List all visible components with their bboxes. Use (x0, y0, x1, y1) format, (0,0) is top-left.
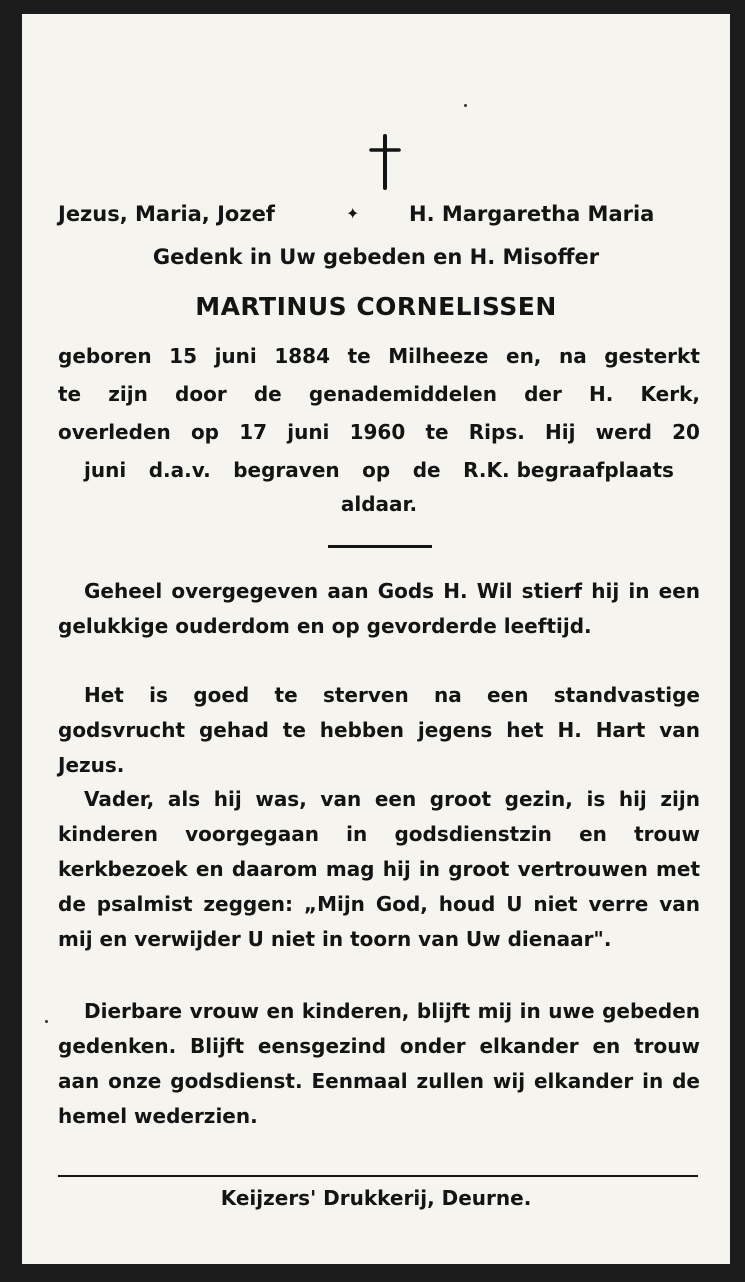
bio-word: Kerk, (640, 382, 700, 406)
bio-word: aldaar. (340, 492, 418, 516)
deceased-name: MARTINUS CORNELISSEN (195, 292, 557, 321)
bio-line (58, 490, 700, 518)
bio-word: begraven (233, 458, 340, 482)
bio-word: juni (84, 458, 127, 482)
bio-word: juni (214, 344, 257, 368)
star-bullet-icon: ✦ (346, 204, 360, 223)
bio-word: werd (595, 420, 652, 444)
bio-word: d.a.v. (148, 458, 211, 482)
prayer-request: Gedenk in Uw gebeden en H. Misoffer (152, 245, 600, 269)
bio-line (58, 418, 700, 446)
bio-word: door (175, 382, 227, 406)
bio-word: 1960 (349, 420, 406, 444)
paragraph-1: Geheel overgegeven aan Gods H. Wil stierf hij in een gelukkige ouderdom en op gevorderde leeftijd. (58, 579, 700, 638)
cross-icon (365, 134, 405, 190)
bio-word: zijn (108, 382, 148, 406)
invocation-left: Jezus, Maria, Jozef (58, 202, 275, 226)
bio-word: R.K. begraafplaats (463, 458, 674, 482)
bio-word: der (524, 382, 562, 406)
bio-word: de (253, 382, 282, 406)
memorial-card (22, 14, 730, 1264)
bio-word: geboren (58, 344, 152, 368)
bio-word: 20 (672, 420, 700, 444)
bio-word: genademiddelen (308, 382, 497, 406)
bio-word: 15 (169, 344, 198, 368)
bio-word: 1884 (274, 344, 330, 368)
print-speck (45, 1020, 48, 1023)
bio-line (58, 342, 700, 370)
bio-word: op (362, 458, 391, 482)
invocation-right: H. Margaretha Maria (409, 202, 655, 226)
printer-credit: Keijzers' Drukkerij, Deurne. (220, 1186, 532, 1210)
footer-divider (58, 1175, 698, 1177)
bio-word: Milheeze (388, 344, 489, 368)
bio-word: juni (287, 420, 330, 444)
bio-word: gesterkt (604, 344, 700, 368)
bio-word: en, (506, 344, 542, 368)
bio-word: te (347, 344, 371, 368)
bio-word: Hij (545, 420, 576, 444)
bio-word: de (412, 458, 441, 482)
bio-word: H. (589, 382, 614, 406)
bio-word: Rips. (468, 420, 525, 444)
bio-line (58, 380, 700, 408)
print-speck (464, 104, 467, 107)
bio-word: op (190, 420, 219, 444)
paragraph-2: Het is goed te sterven na een standvastige godsvrucht gehad te hebben jegens het H. Hart van Jezus. (58, 683, 700, 777)
paragraph-3: Vader, als hij was, van een groot gezin, is hij zijn kinderen voorgegaan in godsdienstzin en trouw kerkbezoek en daarom mag hij in groot vertrouwen met de psalmist zeggen: „Mijn God, houd U niet verre van mij en verwijder U niet in toorn van Uw dienaar". (58, 787, 700, 951)
paragraph-4: Dierbare vrouw en kinderen, blijft mij in uwe gebeden gedenken. Blijft eensgezind onder elkander en trouw aan onze godsdienst. Eenmaal zullen wij elkander in de hemel wederzien. (58, 999, 700, 1128)
bio-word: 17 (239, 420, 268, 444)
bio-word: na (558, 344, 587, 368)
bio-word: te (58, 382, 82, 406)
bio-line (84, 456, 674, 484)
bio-word: overleden (58, 420, 171, 444)
short-divider (328, 545, 432, 548)
bio-word: te (425, 420, 449, 444)
